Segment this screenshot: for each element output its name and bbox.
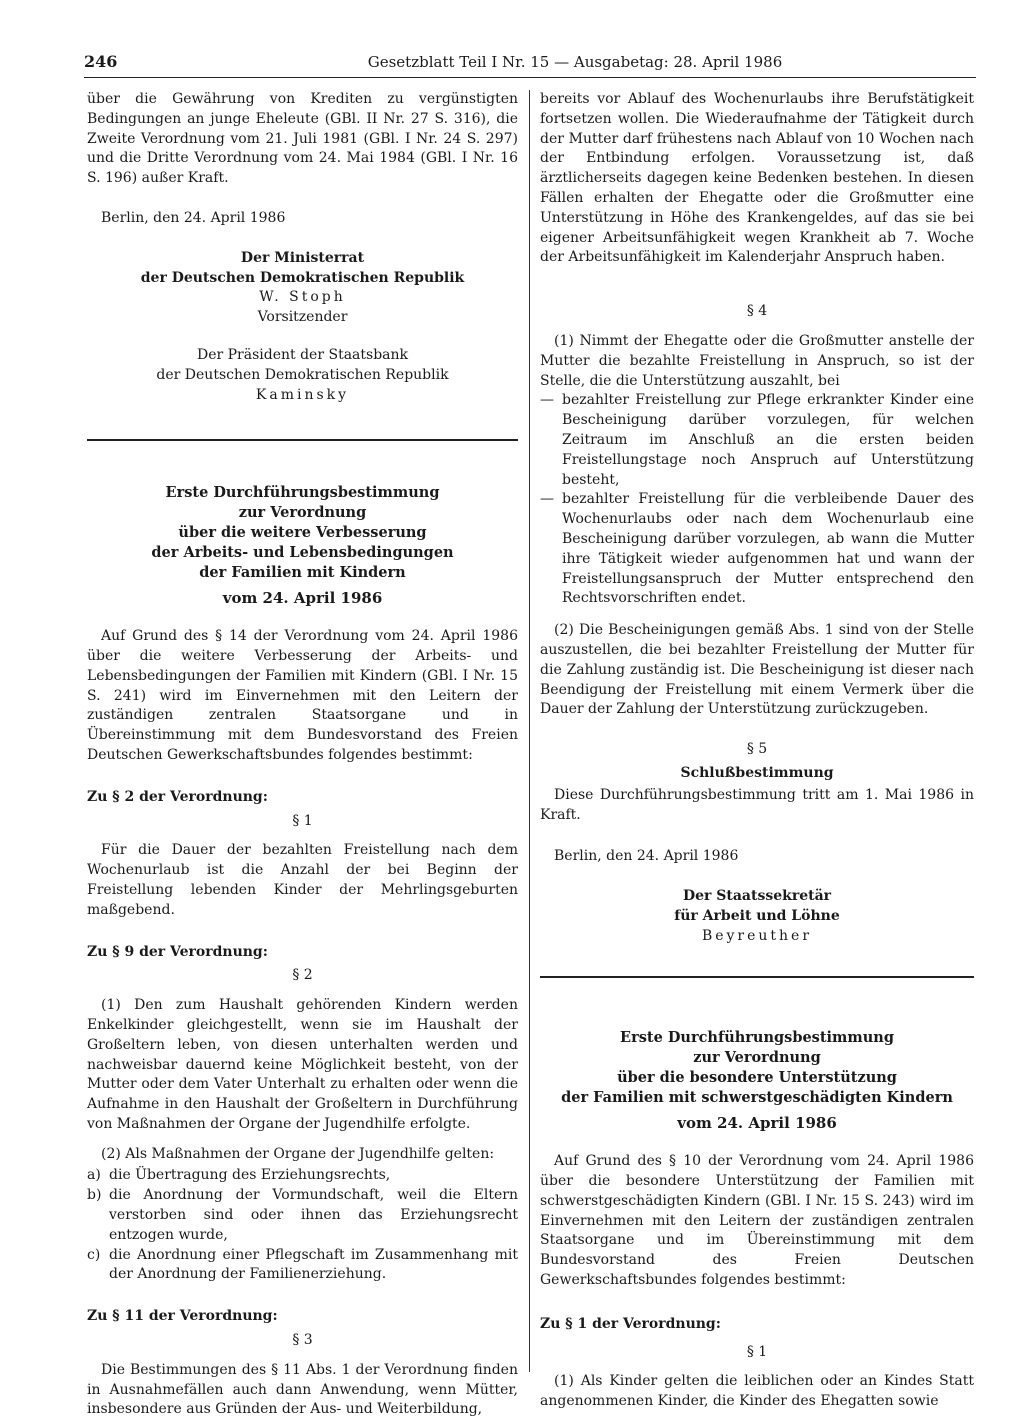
title-line: zur Verordnung	[238, 504, 367, 522]
signature-org: Der Ministerrat	[240, 249, 365, 266]
list-item: a) die Übertragung des Erziehungsrechts,	[87, 1167, 391, 1184]
continued-paragraph: über die Gewährung von Krediten zu vergünstigten Bedingungen an junge Eheleute (GBl. II Nr. 27 S. 316), die Zweite Verordnung vom 21. Juli 1981 (GBl. I Nr. 24 S. 297) und die Dritte Verordnung vom 24. Mai 1984 (GBl. I Nr. 16 S. 196) außer Kraft.	[87, 91, 518, 187]
decree-date: vom 24. April 1986	[222, 589, 383, 608]
enumerated-list	[87, 1166, 518, 1285]
page-header	[84, 50, 976, 74]
signature-org: der Deutschen Demokratischen Republik	[140, 269, 465, 286]
signature-block-staatssekretaer	[540, 887, 974, 946]
paragraph-text: Die Bestimmungen des § 11 Abs. 1 der Verordnung finden in Ausnahmefällen auch dann Anwendung, wenn Mütter, insbesondere aus Gründen der Aus- und Weiterbildung,	[87, 1361, 518, 1418]
column-divider	[529, 90, 530, 1372]
preamble: Auf Grund des § 10 der Verordnung vom 24. April 1986 über die besondere Unterstützung der Familien mit schwerstgeschädigten Kindern (GBl. I Nr. 15 S. 243) wird im Einvernehmen mit den Leitern der zuständigen zentralen Staatsorgane und im Übereinstimmung mit dem Bundesvorstand des Freien Deutschen Gewerkschaftsbundes folgendes bestimmt:	[540, 1153, 974, 1289]
signature-org: der Deutschen Demokratischen Republik	[156, 366, 449, 383]
paragraph-number: § 1	[292, 812, 313, 829]
reference-heading: Zu § 9 der Verordnung:	[87, 943, 268, 960]
place-date: Berlin, den 24. April 1986	[554, 848, 739, 865]
title-line: über die weitere Verbesserung	[178, 524, 427, 542]
paragraph-number: § 2	[292, 967, 313, 984]
preamble: Auf Grund des § 14 der Verordnung vom 24. April 1986 über die weitere Verbesserung der Arbeits- und Lebensbedingungen der Familien mit Kindern (GBl. I Nr. 15 S. 241) wird im Einvernehmen mit den Leitern der zuständigen zentralen Staatsorgane und in Übereinstimmung mit dem Bundesvorstand des Freien Deutschen Gewerkschaftsbundes folgendes bestimmt:	[87, 628, 518, 763]
reference-heading: Zu § 2 der Verordnung:	[87, 788, 268, 805]
decree-date: vom 24. April 1986	[677, 1114, 837, 1133]
title-line: zur Verordnung	[693, 1049, 821, 1067]
paragraph-text: (2) Als Maßnahmen der Organe der Jugendhilfe gelten:	[101, 1145, 495, 1162]
section-rule	[540, 976, 974, 978]
title-line: über die besondere Unterstützung	[617, 1069, 897, 1087]
signature-org: Der Staatssekretär	[682, 888, 832, 905]
right-column	[540, 90, 974, 1412]
paragraph-text: (2) Die Bescheinigungen gemäß Abs. 1 sind von der Stelle auszustellen, die bei bezahlter Freistellung der Mutter für die Zahlung zuständig ist. Die Bescheinigung ist dieser nach Beendigung der Freistellung mit einem Vermerk über die Dauer der Zahlung der Unterstützung zurückzugeben.	[540, 622, 974, 718]
signature-block-staatsbank	[87, 346, 518, 405]
signature-name: W. Stoph	[259, 289, 346, 306]
paragraph-text: Für die Dauer der bezahlten Freistellung nach dem Wochenurlaub ist die Anzahl der bei Beginn der Freistellung lebenden Kinder der Mehrlingsgeburten maßgebend.	[87, 842, 518, 918]
signature-org: für Arbeit und Löhne	[674, 907, 840, 924]
list-item: — bezahlter Freistellung zur Pflege erkrankter Kinder eine Bescheinigung darüber vorzulegen, für welchen Zeitraum im Anschluß an die ersten beiden Freistellungstage noch Anspruch auf Unterstützung besteht,	[540, 392, 974, 488]
place-date: Berlin, den 24. April 1986	[101, 209, 286, 226]
dash-list	[540, 391, 974, 609]
paragraph-heading: Schlußbestimmung	[680, 764, 834, 781]
list-item: — bezahlter Freistellung für die verbleibende Dauer des Wochenurlaubs oder nach dem Wochenurlaub eine Bescheinigung darüber vorzulegen, ab wann die Mutter ihre Tätigkeit wieder aufgenommen hat und wann der Freistellungsanspruch der Mutter entsprechend den Rechtsvorschriften endet.	[540, 491, 974, 607]
continued-paragraph: bereits vor Ablauf des Wochenurlaubs ihre Berufstätigkeit fortsetzen wollen. Die Wiederaufnahme der Tätigkeit durch der Mutter darf frühestens nach Ablauf von 10 Wochen nach der Entbindung erfolgen. Voraussetzung ist, daß ärztlicherseits dagegen keine Bedenken bestehen. In diesen Fällen erhalten der Ehegatte oder die Großmutter eine Unterstützung in Höhe des Krankengeldes, auf das sie bei eigener Arbeitsunfähigkeit wegen Krankheit ab 7. Woche der Arbeitsunfähigkeit im Kalenderjahr Anspruch haben.	[540, 91, 974, 266]
title-line: Erste Durchführungsbestimmung	[620, 1029, 894, 1047]
paragraph-text: (1) Den zum Haushalt gehörenden Kindern werden Enkelkinder gleichgestellt, wenn sie im Haushalt der Großeltern leben, von diesen unterhalten werden und nachweisbar dauernd keine Möglichkeit besteht, von der Mutter oder dem Vater Unterhalt zu erhalten oder wenn die Aufnahme in den Haushalt der Großeltern in Durchführung von Maßnahmen der Organe der Jugendhilfe erfolgte.	[87, 997, 518, 1132]
paragraph-number: § 4	[746, 303, 768, 320]
header-rule	[84, 77, 976, 78]
paragraph-number: § 5	[746, 741, 768, 758]
title-line: der Familien mit schwerstgeschädigten Kindern	[561, 1089, 953, 1107]
paragraph-text: (1) Nimmt der Ehegatte oder die Großmutter anstelle der Mutter die bezahlte Freistellung in Anspruch, so ist der Stelle, die die Unterstützung auszahlt, bei	[540, 332, 974, 389]
paragraph-number: § 1	[746, 1343, 768, 1360]
reference-heading: Zu § 11 der Verordnung:	[87, 1308, 278, 1325]
title-line: der Familien mit Kindern	[199, 564, 406, 582]
section-rule	[87, 439, 518, 441]
signature-org: Der Präsident der Staatsbank	[196, 346, 409, 363]
signature-block-ministerrat	[87, 249, 518, 328]
signature-name: Kaminsky	[255, 386, 350, 403]
paragraph-text: (1) Als Kinder gelten die leiblichen oder an Kindes Statt angenommenen Kinder, die Kinder des Ehegatten sowie	[540, 1373, 974, 1410]
signature-role: Vorsitzender	[257, 309, 348, 326]
list-item: c) die Anordnung einer Pflegschaft im Zusammenhang mit der Anordnung der Familienerziehung.	[87, 1246, 518, 1283]
page-number: 246	[84, 52, 118, 71]
paragraph-number: § 3	[292, 1332, 313, 1349]
left-column	[87, 90, 518, 1420]
signature-name: Beyreuther	[701, 927, 813, 944]
title-line: Erste Durchführungsbestimmung	[165, 484, 440, 502]
reference-heading: Zu § 1 der Verordnung:	[540, 1315, 721, 1332]
title-line: der Arbeits- und Lebensbedingungen	[151, 544, 454, 562]
running-title: Gesetzblatt Teil I Nr. 15 — Ausgabetag: 28. April 1986	[367, 53, 783, 71]
list-item: b) die Anordnung der Vormundschaft, weil die Eltern verstorben sind oder ihnen das Erziehungsrecht entzogen wurde,	[87, 1187, 518, 1243]
decree-title	[87, 483, 518, 609]
decree-title	[540, 1028, 974, 1134]
paragraph-text: Diese Durchführungsbestimmung tritt am 1. Mai 1986 in Kraft.	[540, 786, 974, 823]
